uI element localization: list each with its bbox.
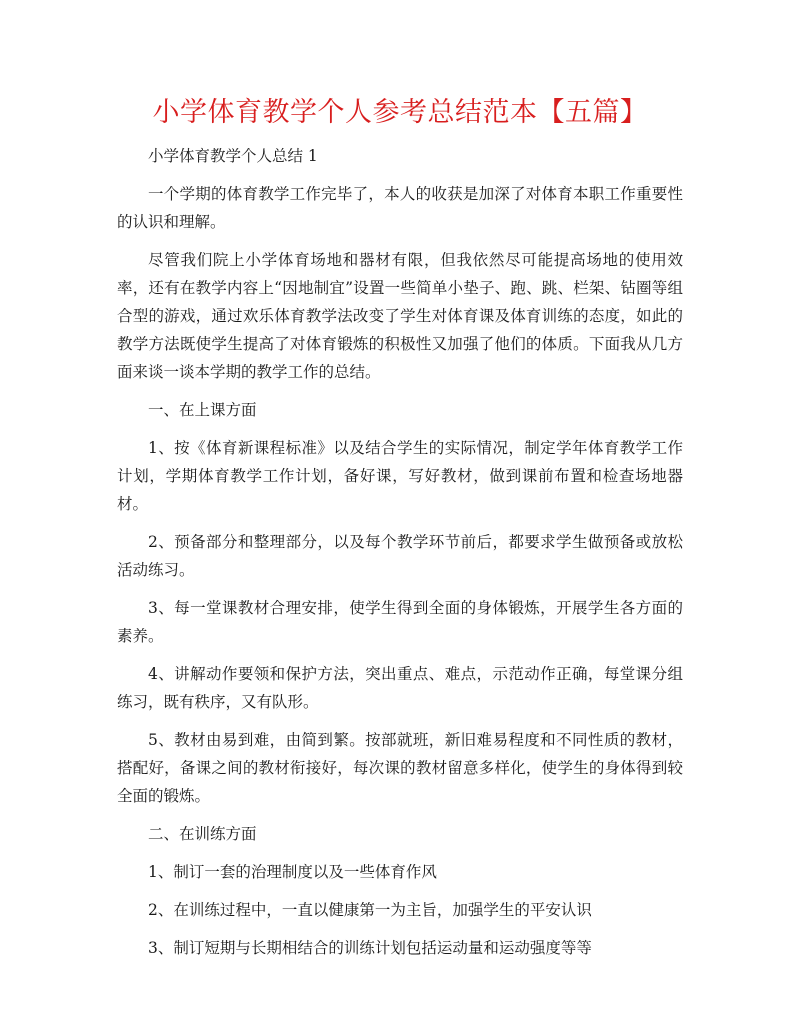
list-item: 2、预备部分和整理部分，以及每个教学环节前后，都要求学生做预备或放松活动练习。 (117, 533, 683, 579)
section-heading: 小学体育教学个人总结 1 (148, 147, 318, 165)
paragraph: 一个学期的体育教学工作完毕了，本人的收获是加深了对体育本职工作重要性的认识和理解。 (117, 185, 683, 231)
list-item: 2、在训练过程中，一直以健康第一为主旨，加强学生的平安认识 (148, 901, 592, 919)
section-heading: 二、在训练方面 (148, 825, 257, 843)
list-item: 5、教材由易到难，由简到繁。按部就班，新旧难易程度和不同性质的教材，搭配好，备课之间的教材衔接好，每次课的教材留意多样化，使学生的身体得到较全面的锻炼。 (117, 731, 683, 805)
document-body (117, 142, 683, 972)
section-heading: 一、在上课方面 (148, 401, 257, 419)
document-title: 小学体育教学个人参考总结范本【五篇】 (152, 97, 648, 128)
list-item: 4、讲解动作要领和保护方法，突出重点、难点，示范动作正确，每堂课分组练习，既有秩序，又有队形。 (117, 665, 683, 711)
list-item: 3、制订短期与长期相结合的训练计划包括运动量和运动强度等等 (148, 939, 592, 957)
list-item: 1、制订一套的治理制度以及一些体育作风 (148, 863, 437, 881)
paragraph: 尽管我们院上小学体育场地和器材有限，但我依然尽可能提高场地的使用效率，还有在教学内容上“因地制宜”设置一些简单小垫子、跑、跳、栏架、钻圈等组合型的游戏，通过欢乐体育教学法改变了学生对体育课及体育训练的态度，如此的教学方法既使学生提高了对体育锻炼的积极性又加强了他们的体质。下面我从几方面来谈一谈本学期的教学工作的总结。 (117, 251, 683, 381)
list-item: 3、每一堂课教材合理安排，使学生得到全面的身体锻炼，开展学生各方面的素养。 (117, 599, 683, 645)
list-item: 1、按《体育新课程标准》以及结合学生的实际情况，制定学年体育教学工作计划，学期体育教学工作计划，备好课，写好教材，做到课前布置和检查场地器材。 (117, 439, 683, 513)
